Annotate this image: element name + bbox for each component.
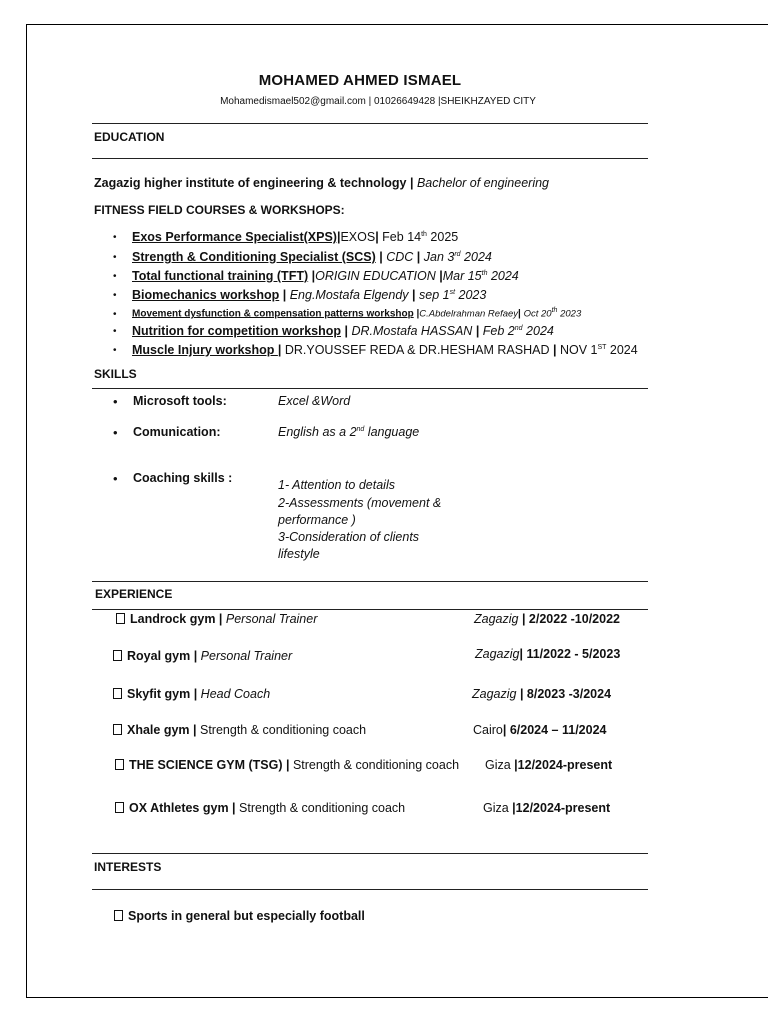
institute-name: Zagazig higher institute of engineering & technology	[94, 176, 407, 190]
coaching-skill-line: 3-Consideration of clients	[278, 530, 420, 544]
skill-label-coaching: Coaching skills :	[133, 471, 233, 485]
course-title: Exos Performance Specialist(XPS)	[132, 230, 337, 244]
interest-text: Sports in general but especially football	[128, 909, 365, 923]
education-entry	[94, 176, 549, 190]
checkbox-icon	[113, 650, 122, 661]
course-provider: ORIGIN EDUCATION	[315, 269, 436, 283]
separator: |	[190, 687, 201, 701]
experience-location-dates	[472, 687, 611, 701]
divider	[92, 158, 648, 159]
experience-item	[115, 758, 459, 772]
communication-sup: nd	[356, 425, 365, 433]
course-year: 2024	[460, 250, 492, 264]
course-item	[132, 288, 486, 302]
gym-name: OX Athletes gym	[129, 801, 229, 815]
gym-name: Royal gym	[127, 649, 191, 663]
separator: |	[472, 324, 483, 338]
experience-item	[113, 649, 292, 663]
course-date: sep 1	[419, 288, 450, 302]
bullet: •	[113, 471, 118, 486]
separator: |	[279, 288, 290, 302]
divider	[92, 388, 648, 389]
contact-line: Mohamedismael502@gmail.com | 01026649428 |SHEIKHZAYED CITY	[220, 96, 536, 107]
course-item	[132, 250, 492, 264]
separator: |	[408, 288, 419, 302]
skill-label-microsoft: Microsoft tools:	[133, 394, 227, 408]
date-suffix: th	[551, 307, 558, 314]
job-dates: | 2/2022 -10/2022	[518, 612, 620, 626]
job-role: Strength & conditioning coach	[199, 723, 367, 737]
skill-label-communication: Comunication:	[133, 425, 221, 439]
separator: |	[549, 343, 560, 357]
separator: |	[190, 649, 201, 663]
course-year: 2024	[487, 269, 519, 283]
coaching-skill-line: 2-Assessments (movement &	[278, 496, 442, 510]
job-role: Head Coach	[200, 687, 271, 701]
experience-location-dates	[485, 758, 612, 772]
job-city: Cairo	[473, 723, 503, 737]
course-date: Oct 20	[523, 308, 552, 320]
course-year: 2023	[455, 288, 487, 302]
skill-value-microsoft: Excel &Word	[278, 394, 351, 408]
interest-item	[114, 909, 365, 923]
degree: Bachelor of engineering	[416, 176, 550, 190]
job-role: Personal Trainer	[200, 649, 293, 663]
course-provider: DR.YOUSSEF REDA & DR.HESHAM RASHAD	[281, 343, 550, 357]
separator: |	[406, 176, 417, 190]
course-date: NOV 1	[559, 343, 598, 357]
divider	[92, 853, 648, 854]
course-date: Jan 3	[423, 250, 455, 264]
experience-item	[115, 801, 405, 815]
job-role: Personal Trainer	[225, 612, 318, 626]
job-city: Zagazig	[475, 647, 520, 661]
gym-name: Landrock gym	[130, 612, 216, 626]
course-item	[132, 230, 458, 244]
date-suffix: rd	[454, 250, 461, 258]
date-suffix: nd	[514, 324, 523, 332]
experience-location-dates	[474, 612, 620, 626]
experience-item	[116, 612, 317, 626]
separator: |	[375, 250, 387, 264]
gym-name: Skyfit gym	[127, 687, 191, 701]
course-title: Strength & Conditioning Specialist (SCS)	[132, 250, 376, 264]
bullet: •	[113, 394, 118, 409]
separator: |	[413, 308, 420, 320]
separator: |	[375, 230, 379, 244]
divider	[92, 123, 648, 124]
coaching-skill-line: lifestyle	[278, 547, 320, 561]
job-dates: | 8/2023 -3/2024	[516, 687, 612, 701]
communication-text: English as a 2	[278, 425, 357, 439]
job-city: Giza	[485, 758, 511, 772]
course-title: Biomechanics workshop	[132, 288, 280, 302]
experience-location-dates	[475, 647, 620, 661]
course-year: 2024	[606, 343, 638, 357]
job-city: Zagazig	[474, 612, 519, 626]
separator: |	[189, 723, 200, 737]
separator: |	[215, 612, 226, 626]
course-date: Feb 14	[378, 230, 422, 244]
checkbox-icon	[113, 688, 122, 699]
separator: |	[282, 758, 293, 772]
gym-name: Xhale gym	[127, 723, 190, 737]
date-suffix: th	[481, 269, 488, 277]
course-item	[132, 343, 638, 357]
bullet: •	[113, 290, 117, 301]
job-dates: | 11/2022 - 5/2023	[519, 647, 621, 661]
course-item	[132, 307, 581, 319]
separator: |	[336, 230, 341, 244]
course-title: Nutrition for competition workshop	[132, 324, 342, 338]
course-provider: CDC	[386, 250, 414, 264]
course-title: Muscle Injury workshop	[132, 343, 278, 357]
checkbox-icon	[116, 613, 125, 624]
job-dates: | 6/2024 – 11/2024	[502, 723, 607, 737]
separator: |	[413, 250, 424, 264]
bullet: •	[113, 271, 117, 282]
course-item	[132, 324, 554, 338]
checkbox-icon	[114, 910, 123, 921]
checkbox-icon	[113, 724, 122, 735]
bullet: •	[113, 232, 117, 243]
date-suffix: th	[421, 230, 427, 238]
divider	[92, 889, 648, 890]
course-year: 2025	[426, 230, 459, 244]
separator: |	[518, 308, 524, 320]
course-item	[132, 269, 519, 283]
bullet: •	[113, 326, 117, 337]
course-title: Movement dysfunction & compensation patterns workshop	[132, 308, 414, 320]
course-provider: DR.Mostafa HASSAN	[351, 324, 473, 338]
separator: |	[341, 324, 352, 338]
bullet: •	[113, 345, 117, 356]
experience-location-dates	[483, 801, 610, 815]
course-date: Mar 15	[442, 269, 482, 283]
course-provider: Eng.Mostafa Elgendy	[289, 288, 409, 302]
job-dates: |12/2024-present	[510, 758, 613, 772]
experience-heading: EXPERIENCE	[95, 587, 173, 601]
bullet: •	[113, 309, 117, 320]
coaching-skill-line: 1- Attention to details	[278, 478, 395, 492]
page-border	[26, 24, 768, 998]
course-year: 2024	[522, 324, 554, 338]
course-title: Total functional training (TFT)	[132, 269, 309, 283]
date-suffix: ST	[597, 343, 607, 351]
divider	[92, 609, 648, 610]
course-year: 2023	[557, 308, 582, 320]
coaching-skill-line: performance )	[278, 513, 356, 527]
experience-item	[113, 723, 366, 737]
separator: |	[435, 269, 443, 283]
bullet: •	[113, 252, 117, 263]
skills-heading: SKILLS	[94, 367, 137, 381]
bullet: •	[113, 425, 118, 440]
courses-heading: FITNESS FIELD COURSES & WORKSHOPS:	[94, 203, 345, 217]
date-suffix: st	[449, 288, 456, 296]
course-provider: EXOS	[340, 230, 376, 244]
interests-heading: INTERESTS	[94, 860, 162, 874]
checkbox-icon	[115, 802, 124, 813]
job-city: Giza	[483, 801, 509, 815]
job-city: Zagazig	[472, 687, 517, 701]
course-date: Feb 2	[482, 324, 515, 338]
divider	[92, 581, 648, 582]
separator: |	[228, 801, 240, 815]
job-role: Strength & conditioning coach	[292, 758, 460, 772]
separator: |	[277, 343, 282, 357]
education-heading: EDUCATION	[94, 130, 165, 144]
skill-value-communication	[278, 425, 419, 439]
checkbox-icon	[115, 759, 124, 770]
communication-text-end: language	[364, 425, 420, 439]
gym-name: THE SCIENCE GYM (TSG)	[129, 758, 283, 772]
candidate-name: MOHAMED AHMED ISMAEL	[258, 72, 462, 89]
job-dates: |12/2024-present	[508, 801, 611, 815]
course-provider: C.Abdelrahman Refaey	[419, 308, 519, 320]
experience-item	[113, 687, 270, 701]
experience-location-dates	[473, 723, 606, 737]
job-role: Strength & conditioning coach	[239, 801, 406, 815]
separator: |	[308, 269, 316, 283]
